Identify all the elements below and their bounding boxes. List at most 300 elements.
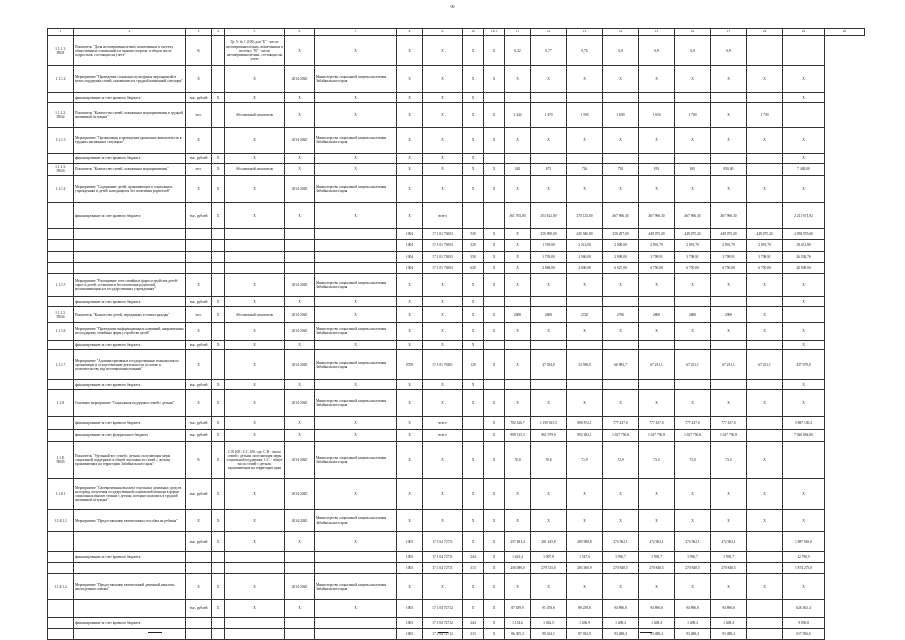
table-cell: 283 360,9	[567, 563, 603, 574]
table-cell: 1 027 750,8	[675, 429, 711, 441]
table-cell: 47 034,0	[531, 350, 567, 380]
table-cell: Х	[212, 297, 225, 307]
table-cell	[463, 417, 484, 429]
table-cell	[639, 340, 675, 350]
table-cell: 17 1 04 72711	[423, 563, 463, 574]
table-cell	[711, 153, 747, 163]
table-cell: Х	[603, 66, 639, 93]
table-cell: 72,9	[603, 441, 639, 478]
table-cell	[505, 340, 531, 350]
table-cell: Х	[567, 509, 603, 531]
table-cell	[639, 297, 675, 307]
table-cell	[225, 551, 285, 562]
table-cell: Х	[285, 429, 315, 441]
table-cell: Х	[484, 617, 505, 628]
table-cell	[285, 240, 315, 251]
table-cell: Х	[225, 350, 285, 380]
table-cell: Х	[186, 127, 212, 153]
table-cell: Х	[603, 127, 639, 153]
table-cell: 87 459,9	[505, 600, 531, 617]
table-cell	[74, 628, 186, 639]
table-cell: Х	[639, 66, 675, 93]
table-cell	[212, 563, 225, 574]
table-cell: 67 231,1	[711, 350, 747, 380]
table-cell: Х	[603, 574, 639, 600]
table-cell	[48, 532, 74, 552]
table-cell: Х	[186, 273, 212, 297]
table-cell: 1 874 275,0	[783, 563, 825, 574]
table-cell: 2014-2020	[285, 323, 315, 340]
table-cell: 1 027 750,8	[603, 429, 639, 441]
table-cell: 6,32	[505, 36, 531, 66]
table-cell: 1 650	[639, 103, 675, 128]
table-cell	[48, 380, 74, 390]
table-cell: Х	[639, 273, 675, 297]
table-cell: Х	[747, 273, 783, 297]
table-cell: Х	[186, 509, 212, 531]
table-cell: Х	[484, 273, 505, 297]
table-cell: Х	[711, 323, 747, 340]
column-number-cell: 13	[567, 29, 603, 36]
table-cell: 1.1.1.2	[48, 66, 74, 93]
table-cell: 93 488,4	[603, 628, 639, 639]
table-cell: 245 940,00	[567, 229, 603, 240]
table-cell: 244	[463, 617, 484, 628]
table-cell: Х	[484, 323, 505, 340]
table-cell: Х	[603, 479, 639, 510]
table-cell: 54 598,0	[567, 350, 603, 380]
table-cell: Х	[783, 574, 825, 600]
column-number-cell: 11	[505, 29, 531, 36]
table-cell: Х	[397, 176, 423, 203]
table-row	[48, 103, 865, 128]
table-cell: Х	[484, 163, 505, 175]
table-cell	[567, 340, 603, 350]
table-row	[48, 323, 865, 340]
table-cell: Х	[484, 563, 505, 574]
table-cell: Х	[225, 203, 285, 229]
table-cell: 1.1.8.1	[48, 479, 74, 510]
table-cell: 93 488,4	[675, 628, 711, 639]
table-cell: Х	[463, 273, 484, 297]
table-cell: Х	[675, 176, 711, 203]
table-cell	[48, 251, 74, 262]
table-cell: 6 027,00	[603, 262, 639, 273]
table-cell: 2 212,00	[567, 240, 603, 251]
table-cell: Х	[531, 176, 567, 203]
table-cell: Х	[783, 273, 825, 297]
table-cell: Х	[505, 240, 531, 251]
table-row	[48, 273, 865, 297]
table-cell: 250 090,00	[531, 229, 567, 240]
table-cell: 320	[463, 240, 484, 251]
table-cell: 2660	[531, 307, 567, 323]
table-cell	[48, 93, 74, 103]
table-cell: 17 1 01 73003	[423, 240, 463, 251]
table-cell	[186, 551, 212, 562]
table-cell: Х	[567, 574, 603, 600]
table-cell: Х	[747, 390, 783, 417]
table-row	[48, 563, 865, 574]
table-cell: Х	[783, 509, 825, 531]
table-cell: Х	[783, 479, 825, 510]
table-row	[48, 390, 865, 417]
table-cell: Х	[423, 163, 463, 175]
table-cell: 2 868,00	[531, 262, 567, 273]
table-cell: Абсолютный показатель	[225, 307, 285, 323]
table-cell: 87 032,9	[567, 628, 603, 639]
table-cell: Х	[285, 600, 315, 617]
table-cell: 67 231,1	[747, 350, 783, 380]
table-cell: Х	[186, 390, 212, 417]
table-cell: 73,0	[675, 441, 711, 478]
table-cell: Х	[463, 380, 484, 390]
table-cell: 4 600,00	[567, 262, 603, 273]
table-cell: 449 075,20	[639, 229, 675, 240]
table-cell	[783, 36, 825, 66]
table-cell	[48, 297, 74, 307]
table-cell: 9 056,8	[783, 617, 825, 628]
table-cell: 70,6	[531, 441, 567, 478]
table-cell: Х	[315, 429, 397, 441]
table-cell: Х	[639, 176, 675, 203]
table-cell	[48, 417, 74, 429]
table-cell	[48, 203, 74, 229]
table-cell: Х	[484, 307, 505, 323]
table-cell	[315, 240, 397, 251]
table-cell: Х	[675, 127, 711, 153]
table-cell: тыс. рублей	[186, 417, 212, 429]
table-cell: Х	[225, 380, 285, 390]
table-cell: Х	[225, 574, 285, 600]
table-cell: Х	[505, 176, 531, 203]
table-cell: 792	[603, 163, 639, 175]
table-cell: 673	[531, 163, 567, 175]
table-cell	[74, 251, 186, 262]
table-cell: Х	[675, 479, 711, 510]
table-cell: Х	[225, 273, 285, 297]
table-cell: Х	[675, 390, 711, 417]
table-cell: 2800	[639, 307, 675, 323]
table-cell	[603, 93, 639, 103]
table-cell: Х	[463, 163, 484, 175]
table-cell: 2 908,00	[603, 251, 639, 262]
table-cell: 467 966,30	[711, 203, 747, 229]
table-cell: тыс. рублей	[186, 340, 212, 350]
table-cell: Х	[783, 127, 825, 153]
table-cell	[783, 441, 825, 478]
table-cell: Х	[463, 509, 484, 531]
table-cell	[285, 563, 315, 574]
table-cell: Министерство социальной защиты населения Забайкальского края	[315, 127, 397, 153]
table-cell: Х	[484, 574, 505, 600]
column-number-cell: 1	[48, 29, 74, 36]
table-cell: Х	[397, 273, 423, 297]
table-cell: Х	[484, 441, 505, 478]
table-row	[48, 240, 865, 251]
table-cell: 530	[463, 229, 484, 240]
table-row	[48, 509, 865, 531]
table-cell: Х	[186, 350, 212, 380]
table-cell: Х	[484, 509, 505, 531]
table-cell: 617 506,6	[783, 628, 825, 639]
table-cell	[747, 380, 783, 390]
table-cell	[484, 153, 505, 163]
table-cell: Х	[225, 429, 285, 441]
table-cell: 257 481,4	[505, 532, 531, 552]
table-row	[48, 307, 865, 323]
table-cell: финансирование за счет краевого бюджета	[74, 380, 186, 390]
table-cell: 70,0	[505, 441, 531, 478]
table-cell	[212, 273, 225, 297]
table-cell	[484, 340, 505, 350]
table-cell: 17 1 04 72711	[423, 532, 463, 552]
table-cell: Х	[463, 93, 484, 103]
table-cell: 1 027 750,8	[711, 429, 747, 441]
table-cell: Х	[675, 509, 711, 531]
table-cell: 1 547,9	[567, 551, 603, 562]
table-cell	[285, 229, 315, 240]
table-cell: Министерство социальной защиты населения Забайкальского края	[315, 273, 397, 297]
table-cell	[186, 563, 212, 574]
table-cell: 1 950,7	[711, 551, 747, 562]
table-cell: Х	[212, 380, 225, 390]
table-cell: Мероприятие "Проведение информационных кампаний, направленных на поддержку семейных форм устройства детей"	[74, 323, 186, 340]
table-cell: 449 075,20	[747, 229, 783, 240]
table-cell: 350	[463, 251, 484, 262]
table-cell: Х	[603, 390, 639, 417]
table-cell: 0,8	[675, 36, 711, 66]
table-cell: 2900	[711, 307, 747, 323]
table-cell: 2860	[675, 307, 711, 323]
table-cell: Х	[639, 390, 675, 417]
table-cell	[186, 229, 212, 240]
table-cell	[567, 93, 603, 103]
table-cell	[186, 262, 212, 273]
table-cell: Х	[212, 509, 225, 531]
table-cell: 94 896,8	[639, 600, 675, 617]
table-cell: Х	[315, 479, 397, 510]
table-cell: 88 239,8	[567, 600, 603, 617]
table-cell: Х	[505, 574, 531, 600]
page-number: 90	[450, 4, 455, 9]
table-cell: Мероприятие "Проведение социально-культурных мероприятий в целях поддержки семей, оказавшихся в трудной жизненной ситуации"	[74, 66, 186, 93]
table-cell: Х	[397, 163, 423, 175]
table-row	[48, 429, 865, 441]
table-cell	[747, 417, 783, 429]
table-cell: Х	[225, 153, 285, 163]
table-cell: 1.1.8	[48, 390, 74, 417]
table-cell: Х	[397, 297, 423, 307]
column-number-cell: 16	[675, 29, 711, 36]
table-cell	[484, 380, 505, 390]
table-cell: 1004	[397, 251, 423, 262]
table-cell	[285, 551, 315, 562]
column-number-cell: 9	[423, 29, 463, 36]
table-cell: 86 305,3	[505, 628, 531, 639]
table-cell: Х	[397, 441, 423, 478]
column-number-cell: 15	[639, 29, 675, 36]
table-cell: 1 408,4	[711, 617, 747, 628]
table-cell: 256 088,0	[505, 563, 531, 574]
table-cell: Х	[711, 574, 747, 600]
table-cell: 40 598,00	[783, 262, 825, 273]
table-cell: Х	[603, 176, 639, 203]
column-number-cell: 19	[783, 29, 825, 36]
table-cell	[212, 323, 225, 340]
table-cell: Х	[484, 532, 505, 552]
table-cell: 2 058 955,00	[783, 229, 825, 240]
table-cell: Х	[212, 417, 225, 429]
column-number-cell: 14	[603, 29, 639, 36]
table-cell: Х	[463, 153, 484, 163]
page-edge-mark-right	[640, 632, 652, 633]
table-cell	[212, 350, 225, 380]
table-cell	[505, 153, 531, 163]
table-cell: Х	[484, 251, 505, 262]
table-cell: 93 488,4	[639, 628, 675, 639]
table-cell: Х	[484, 262, 505, 273]
table-cell: 2014-2020	[285, 176, 315, 203]
table-cell	[783, 307, 825, 323]
table-cell: Х	[397, 429, 423, 441]
table-cell: Х	[397, 93, 423, 103]
table-cell	[603, 380, 639, 390]
table-cell: тыс. рублей	[186, 600, 212, 617]
column-number-cell: 5	[225, 29, 285, 36]
table-cell	[675, 297, 711, 307]
table-cell: 2 560,00	[567, 251, 603, 262]
table-cell: Х	[212, 176, 225, 203]
table-cell	[74, 600, 186, 617]
table-cell: Х	[484, 628, 505, 639]
table-cell: Х	[423, 66, 463, 93]
table-cell: 2014-2020	[285, 127, 315, 153]
table-cell	[531, 93, 567, 103]
table-cell	[505, 297, 531, 307]
table-cell: Х	[463, 103, 484, 128]
column-number-cell: 6	[285, 29, 315, 36]
table-cell: 7 026 864,00	[783, 429, 825, 441]
table-cell: Х	[212, 532, 225, 552]
program-table	[47, 28, 865, 640]
page-edge-mark-left	[148, 632, 162, 633]
table-cell: 0,8	[711, 36, 747, 66]
table-cell	[225, 229, 285, 240]
table-cell: 1 408,4	[603, 617, 639, 628]
table-cell: Х	[315, 380, 397, 390]
table-cell	[315, 251, 397, 262]
table-cell	[639, 153, 675, 163]
table-cell	[212, 240, 225, 251]
table-row	[48, 153, 865, 163]
table-cell: Х	[397, 479, 423, 510]
table-cell	[639, 93, 675, 103]
table-cell: Х	[397, 203, 423, 229]
column-number-cell: 10	[463, 29, 484, 36]
table-cell: 91 476,6	[531, 600, 567, 617]
table-cell: Х	[423, 323, 463, 340]
table-cell	[747, 203, 783, 229]
table-cell	[675, 93, 711, 103]
table-cell: Х	[423, 479, 463, 510]
table-cell: 1.1.8.1.1	[48, 509, 74, 531]
table-cell	[225, 563, 285, 574]
table-cell: 777 437,0	[603, 417, 639, 429]
table-cell: 0,76	[567, 36, 603, 66]
table-cell: 726	[567, 163, 603, 175]
table-row	[48, 441, 865, 478]
table-cell: 2 000,00	[603, 240, 639, 251]
table-cell	[747, 340, 783, 350]
table-cell: 120	[463, 350, 484, 380]
table-cell	[212, 262, 225, 273]
table-cell: Х	[212, 390, 225, 417]
table-cell: 992 282,1	[567, 429, 603, 441]
table-cell: всего	[423, 417, 463, 429]
table-cell: 1 950,7	[603, 551, 639, 562]
table-cell: Х	[484, 350, 505, 380]
table-cell: Министерство социальной защиты населения Забайкальского края	[315, 390, 397, 417]
table-cell	[212, 251, 225, 262]
table-cell: 2 891,79	[747, 240, 783, 251]
table-cell: тыс. рублей	[186, 153, 212, 163]
table-cell: Х	[747, 509, 783, 531]
table-cell: Показатель "Количество детей, переданных в семьи граждан"	[74, 307, 186, 323]
table-cell: Х	[225, 93, 285, 103]
table-cell: 67 231,1	[675, 350, 711, 380]
table-cell: Х	[505, 390, 531, 417]
table-cell: Х	[463, 574, 484, 600]
table-cell: Х	[225, 66, 285, 93]
table-cell	[531, 340, 567, 350]
table-cell: Х	[505, 229, 531, 240]
table-cell: Х	[567, 323, 603, 340]
table-cell: 281 425,8	[531, 532, 567, 552]
table-cell: Х	[225, 600, 285, 617]
table-cell: Х	[603, 273, 639, 297]
table-cell: Х	[397, 380, 423, 390]
table-cell: Х	[225, 417, 285, 429]
table-cell: финансирование за счет краевого бюджета	[74, 417, 186, 429]
table-cell	[747, 163, 783, 175]
table-row	[48, 66, 865, 93]
table-cell: Х	[711, 176, 747, 203]
table-cell: 1 887 065,6	[783, 532, 825, 552]
table-cell: Х	[639, 479, 675, 510]
table-cell: тыс. рублей	[186, 429, 212, 441]
table-cell: чел.	[186, 103, 212, 128]
table-cell: 279 515,0	[531, 563, 567, 574]
table-cell: 17 1 04 72712	[423, 617, 463, 628]
table-cell: 272 962,1	[711, 532, 747, 552]
table-cell: 1.1.1.5. П044	[48, 307, 74, 323]
table-cell	[212, 127, 225, 153]
table-cell: 1.1.1.5	[48, 273, 74, 297]
table-cell: Х	[423, 36, 463, 66]
table-cell	[747, 600, 783, 617]
column-number-cell: 12	[531, 29, 567, 36]
table-cell: 272 962,1	[675, 532, 711, 552]
table-cell: Х	[463, 307, 484, 323]
table-cell: 73,0	[711, 441, 747, 478]
table-cell: 1003	[397, 600, 423, 617]
table-cell: Х	[747, 127, 783, 153]
table-cell: 73,0	[639, 441, 675, 478]
table-cell	[315, 262, 397, 273]
table-cell: Х	[639, 323, 675, 340]
table-cell: Х	[783, 66, 825, 93]
